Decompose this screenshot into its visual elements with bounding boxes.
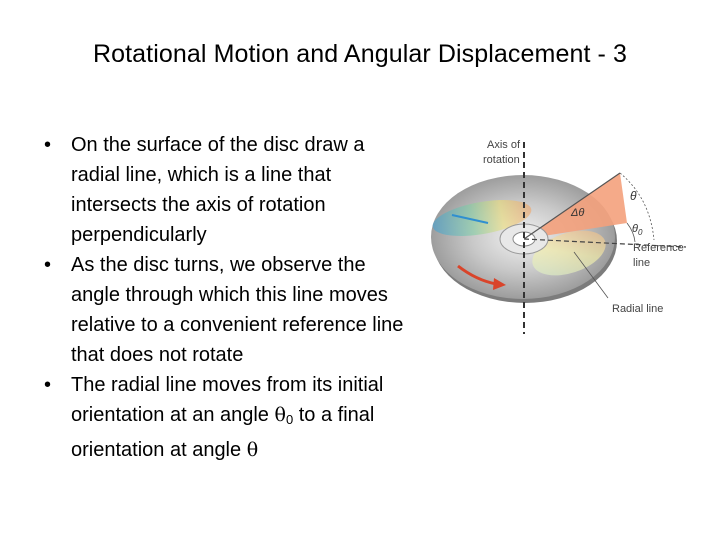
axis-label-line-1: Axis of <box>487 139 521 151</box>
theta-zero-symbol: θ <box>274 404 286 426</box>
bullet-item <box>44 370 404 465</box>
bullet-item <box>44 250 404 370</box>
bullet-item <box>44 130 404 250</box>
slide-title: Rotational Motion and Angular Displacement - 3 <box>92 40 628 68</box>
reference-label-line-1: Reference <box>633 242 684 254</box>
bullet-icon: • <box>44 254 52 276</box>
bullet-icon: • <box>44 374 52 396</box>
bullet-icon: • <box>44 134 52 156</box>
radial-line-label: Radial line <box>612 303 664 315</box>
theta-zero-label: $\theta_0$ <box>632 223 643 237</box>
bullet-text: The radial line moves from its initial orientation at an angle <box>71 374 384 426</box>
bullet-list <box>44 130 404 465</box>
bullet-text: to a final orientation at angle <box>71 404 375 461</box>
axis-label-line-2: rotation <box>483 154 520 166</box>
delta-theta-label: Δθ <box>571 207 585 219</box>
rotating-disc-diagram <box>424 128 704 340</box>
theta-zero-subscript: 0 <box>285 412 294 427</box>
reference-label-line-2: line <box>633 257 651 269</box>
bullet-text: As the disc turns, we observe the angle through which this line moves relative to a convenient reference line that does not rotate <box>71 254 404 366</box>
bullet-text: On the surface of the disc draw a radial line, which is a line that intersects the axis of rotation perpendicularly <box>71 134 365 246</box>
theta-label: θ <box>630 189 637 203</box>
theta-symbol: θ <box>246 439 259 461</box>
